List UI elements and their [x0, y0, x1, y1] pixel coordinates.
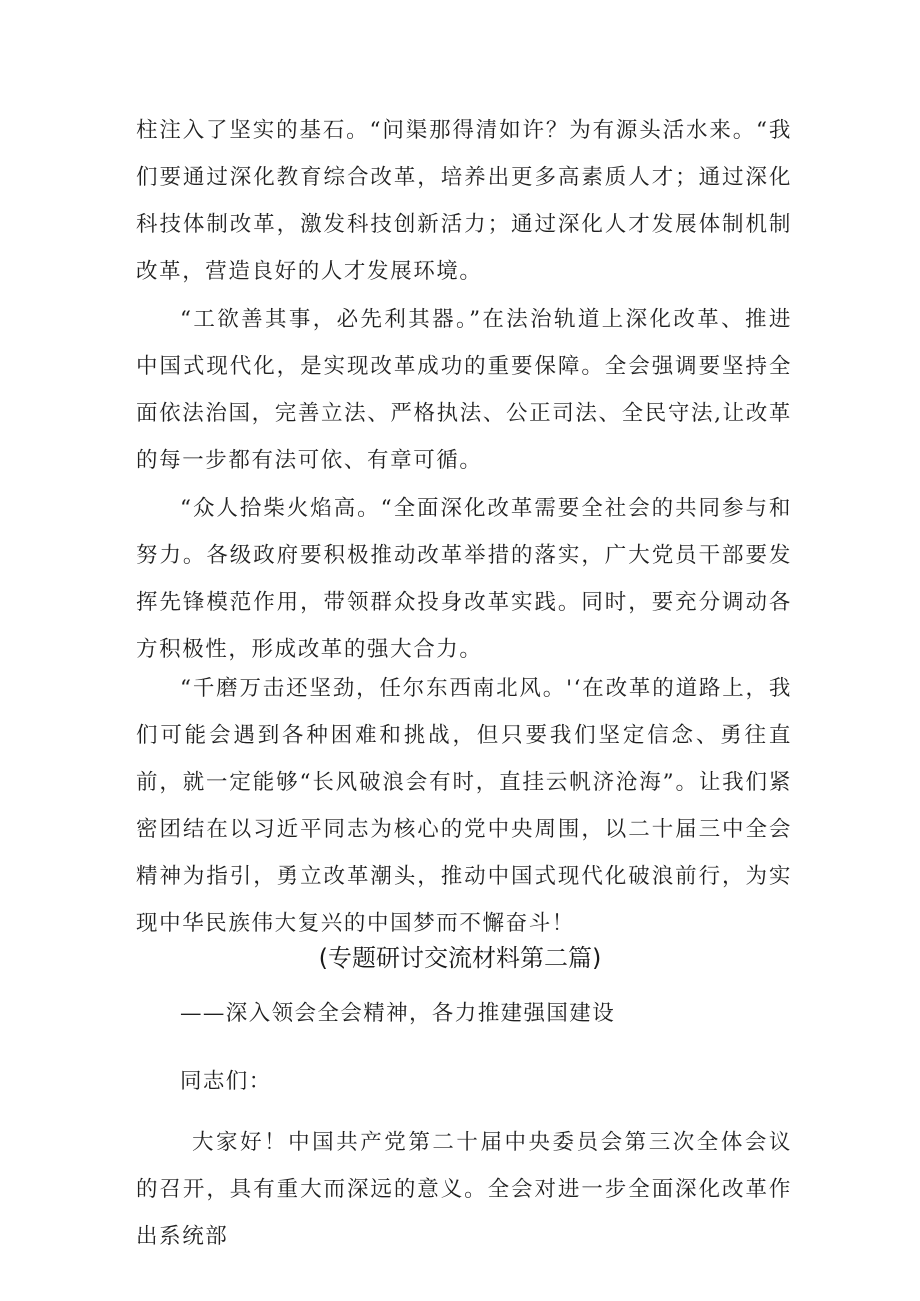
paragraph-joint-effort: “众人拾柴火焰高。“全面深化改革需要全社会的共同参与和努力。各级政府要积极推动改革举措的落实，广大党员干部要发挥先锋模范作用，带领群众投身改革实践。同时，要充分调动各方积极性，形成改革的强大合力。	[136, 496, 792, 662]
paragraph-opening: 大家好！中国共产党第二十届中央委员会第三次全体会议的召开，具有重大而深远的意义。全会对进一步全面深化改革作出系统部	[136, 1130, 792, 1249]
greeting: 同志们：	[180, 1069, 272, 1094]
section-title: (专题研讨交流材料第二篇)	[318, 944, 602, 972]
paragraph-perseverance: “千磨万击还坚劲，任尔东西南北风。'‘在改革的道路上，我们可能会遇到各种困难和挑战，但只要我们坚定信念、勇往直前，就一定能够“长风破浪会有时，直挂云帆济沧海”。让我们紧密团结在以习近平同志为核心的党中央周围，以二十届三中全会精神为指引，勇立改革潮头，推动中国式现代化破浪前行，为实现中华民族伟大复兴的中国梦而不懈奋斗！	[136, 676, 792, 936]
subtitle: ——深入领会全会精神，各力推建强国建设	[180, 1001, 616, 1026]
paragraph-rule-of-law: “工欲善其事，必先利其器。”在法治轨道上深化改革、推进中国式现代化，是实现改革成功的重要保障。全会强调要坚持全面依法治国，完善立法、严格执法、公正司法、全民守法,让改革的每一步都有法可依、有章可循。	[136, 307, 792, 473]
paragraph-talent-reform: 柱注入了坚实的基石。“问渠那得清如许？为有源头活水来。“我们要通过深化教育综合改革，培养出更多高素质人才；通过深化科技体制改革，激发科技创新活力；通过深化人才发展体制机制改革，营造良好的人才发展环境。	[136, 118, 792, 284]
